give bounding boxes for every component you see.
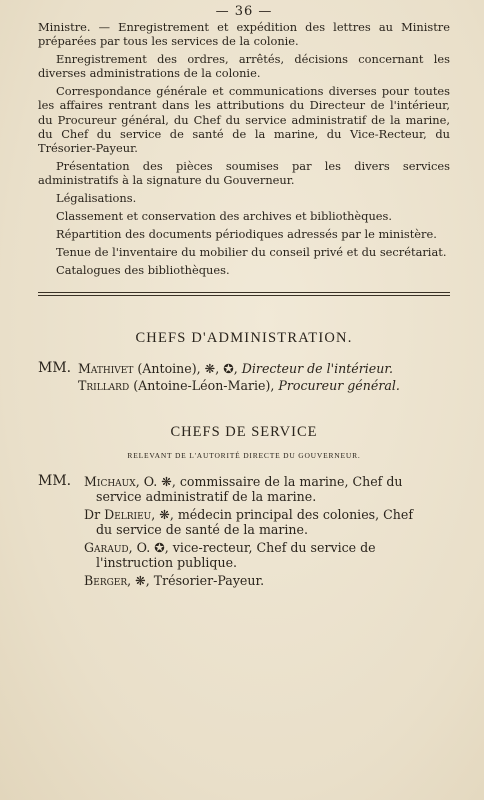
person-name: Garaud bbox=[84, 539, 129, 555]
person-details-continued: service administratif de la marine. bbox=[96, 489, 317, 504]
service-chief-entry bbox=[38, 540, 450, 571]
page-number: — 36 — bbox=[215, 4, 273, 19]
mm-label: MM. bbox=[38, 472, 72, 489]
chefs-administration-title: CHEFS D'ADMINISTRATION. bbox=[135, 329, 353, 346]
administrator-entry bbox=[38, 378, 450, 394]
person-details: , ❋, Trésorier-Payeur. bbox=[127, 572, 265, 588]
mm-label: MM. bbox=[38, 359, 72, 376]
paragraph: Ministre. — Enregistrement et expédition des lettres au Ministre préparées par tous les services de la colonie. bbox=[38, 20, 450, 49]
attributions-list bbox=[38, 20, 450, 278]
chefs-service-subtitle: RELEVANT DE L'AUTORITÉ DIRECTE DU GOUVERNEUR. bbox=[127, 450, 361, 460]
paragraph: Répartition des documents périodiques adressés par le ministère. bbox=[56, 227, 437, 242]
paragraph: Présentation des pièces soumises par les divers services administratifs à la signature du Gouverneur. bbox=[38, 158, 450, 187]
paragraph: Tenue de l'inventaire du mobilier du conseil privé et du secrétariat. bbox=[56, 245, 447, 260]
person-name: Delrieu bbox=[104, 506, 152, 522]
service-chief-entry bbox=[38, 474, 450, 505]
service-chief-entry bbox=[38, 507, 450, 538]
paragraph: Enregistrement des ordres, arrêtés, décisions concernant les diverses administrations de la colonie. bbox=[38, 52, 450, 81]
person-name: Michaux bbox=[84, 473, 136, 489]
person-role: Procureur général. bbox=[278, 378, 400, 393]
administrator-entry bbox=[38, 361, 450, 377]
chefs-service-title: CHEFS DE SERVICE bbox=[170, 423, 318, 440]
person-details: (Antoine-Léon-Marie), bbox=[129, 378, 279, 393]
title-prefix: Dr bbox=[84, 506, 105, 522]
person-details-continued: du service de santé de la marine. bbox=[96, 522, 309, 537]
paragraph: Classement et conservation des archives et bibliothèques. bbox=[56, 209, 392, 224]
chefs-service-list bbox=[38, 474, 450, 589]
chefs-administration-list bbox=[38, 361, 450, 394]
person-details: , ❋, médecin principal des colonies, Chef bbox=[151, 506, 413, 522]
double-rule-divider bbox=[38, 292, 450, 296]
person-name: Trillard bbox=[78, 378, 130, 393]
paragraph: Correspondance générale et communications diverses pour toutes les affaires rentrant dans les attributions du Directeur de l'intérieur, du Procureur général, du Chef du service administratif de la marine, du Chef du service de santé de la marine, du Vice-Recteur, du Trésorier-Payeur. bbox=[38, 84, 450, 155]
paragraph: Catalogues des bibliothèques. bbox=[56, 263, 230, 278]
service-chief-entry bbox=[38, 573, 450, 589]
person-details: , O. ❋, commissaire de la marine, Chef du bbox=[135, 473, 403, 489]
person-details: , O. ✪, vice-recteur, Chef du service de bbox=[128, 539, 376, 555]
person-name: Berger bbox=[84, 572, 128, 588]
person-name: Mathivet bbox=[78, 360, 134, 376]
person-details-continued: l'instruction publique. bbox=[96, 555, 238, 570]
person-details: (Antoine), ❋, ✪, bbox=[133, 360, 242, 376]
person-role: Directeur de l'intérieur. bbox=[241, 360, 394, 376]
paragraph: Légalisations. bbox=[56, 191, 137, 206]
